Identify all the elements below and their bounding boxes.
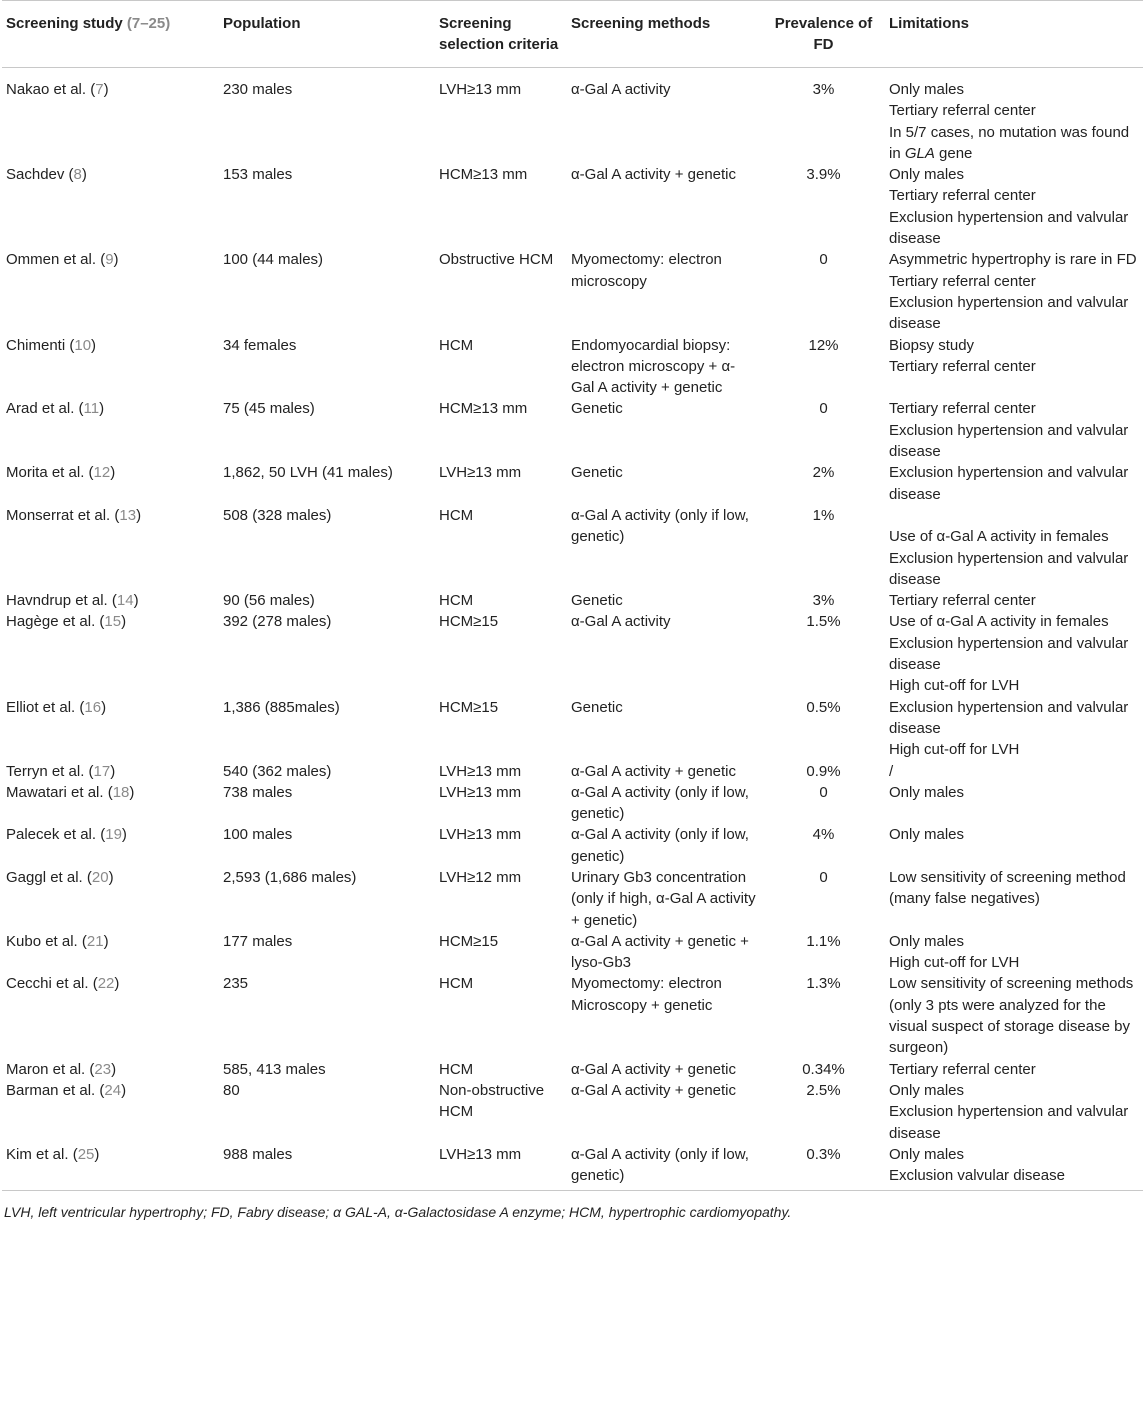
cell-population: 235 (223, 975, 249, 993)
cell-limitations (885, 505, 1143, 590)
study-reference-link[interactable]: 25 (77, 1145, 95, 1163)
cell-criteria: LVH≥13 mm (439, 81, 522, 98)
limitation-item: Use of α-Gal A activity in females (889, 528, 1109, 546)
cell-population: 153 males (223, 166, 293, 184)
cell-prevalence: 0 (819, 400, 828, 418)
cell-prevalence: 3.9% (806, 166, 841, 184)
table-row (2, 335, 1143, 399)
table-row (2, 611, 1143, 696)
header-criteria: Screening selection criteria (435, 1, 567, 68)
cell-methods: Genetic (571, 464, 623, 482)
limitation-item: Tertiary referral center (889, 272, 1036, 290)
cell-prevalence: 3% (812, 592, 835, 610)
cell-study: Ommen et al. (9) (6, 251, 119, 269)
cell-methods: α-Gal A activity (only if low, genetic) (567, 1144, 762, 1191)
cell-prevalence: 1.3% (806, 975, 841, 993)
limitation-item: Exclusion hypertension and valvular disease (889, 208, 1129, 248)
limitation-item: Exclusion hypertension and valvular disease (889, 1103, 1129, 1142)
cell-criteria: HCM (439, 592, 474, 610)
cell-methods: Endomyocardial biopsy: electron microscopy + α-Gal A activity + genetic (571, 336, 736, 397)
table-footnote: LVH, left ventricular hypertrophy; FD, Fabry disease; α GAL-A, α-Galactosidase A enzyme; HCM, hypertrophic cardiomyopathy. (4, 1204, 792, 1221)
cell-study: Morita et al. (12) (6, 464, 116, 482)
limitation-item: Tertiary referral center (889, 187, 1036, 205)
cell-criteria: HCM (439, 336, 474, 354)
cell-study: Elliot et al. (16) (6, 698, 107, 716)
cell-criteria: HCM (439, 1060, 474, 1078)
cell-limitations (885, 697, 1143, 761)
cell-study: Sachdev (8) (6, 166, 87, 184)
cell-criteria: LVH≥13 mm (439, 783, 522, 801)
study-name: Nakao et al. (6, 81, 87, 98)
study-reference-link[interactable]: 9 (105, 251, 114, 269)
table-row (2, 973, 1143, 1058)
study-reference-link[interactable]: 23 (94, 1060, 112, 1078)
cell-limitations (885, 462, 1143, 505)
cell-study: Mawatari et al. (18) (6, 783, 135, 801)
study-reference-link[interactable]: 7 (95, 81, 104, 98)
cell-limitations (885, 867, 1143, 931)
study-name: Ommen et al. (6, 251, 97, 269)
cell-methods: α-Gal A activity (only if low, genetic) (571, 506, 749, 546)
cell-methods: α-Gal A activity + genetic (571, 762, 736, 780)
study-name: Kubo et al. (6, 932, 78, 950)
cell-study: Cecchi et al. (22) (6, 975, 120, 993)
cell-prevalence: 2.5% (806, 1081, 841, 1099)
cell-criteria: HCM (439, 975, 474, 993)
cell-criteria: LVH≥13 mm (439, 762, 522, 780)
table-row (2, 68, 1143, 165)
study-name: Kim et al. (6, 1145, 69, 1163)
study-name: Chimenti (6, 336, 66, 354)
study-reference-link[interactable]: 16 (84, 698, 102, 716)
study-reference-link[interactable]: 19 (105, 826, 122, 844)
cell-criteria: HCM (439, 506, 474, 524)
cell-study: Chimenti (10) (6, 336, 97, 354)
cell-limitations (885, 1080, 1143, 1144)
cell-criteria: HCM≥13 mm (439, 400, 528, 418)
cell-limitations (885, 164, 1143, 249)
study-name: Hagège et al. (6, 613, 96, 631)
cell-prevalence: 0.34% (802, 1060, 845, 1078)
cell-limitations (885, 1144, 1143, 1191)
limitation-item: Tertiary referral center (889, 592, 1036, 610)
cell-limitations (885, 782, 1143, 825)
cell-population: 90 (56 males) (223, 592, 315, 610)
cell-criteria: LVH≥13 mm (439, 464, 522, 482)
study-name: Havndrup et al. (6, 592, 108, 610)
limitation-item: Tertiary referral center (889, 102, 1036, 120)
cell-methods: α-Gal A activity (571, 613, 671, 631)
cell-study: Kubo et al. (21) (6, 932, 109, 950)
cell-prevalence: 1.5% (806, 613, 841, 631)
header-row (2, 1, 1143, 68)
limitation-item: Only males (889, 826, 965, 844)
cell-population: 1,386 (885males) (223, 698, 340, 716)
cell-methods: α-Gal A activity + genetic + lyso-Gb3 (571, 932, 749, 972)
table-row (2, 505, 1143, 590)
cell-population: 540 (362 males) (223, 762, 332, 780)
limitation-item: Low sensitivity of screening method (many false negatives) (889, 868, 1126, 908)
table-row (2, 867, 1143, 931)
cell-prevalence: 0.5% (806, 698, 841, 716)
cell-prevalence: 0.3% (762, 1144, 885, 1191)
cell-prevalence: 0.9% (806, 762, 841, 780)
study-name: Morita et al. (6, 464, 85, 482)
limitation-item: Only males (889, 166, 965, 184)
cell-methods: Myomectomy: electron Microscopy + genetic (571, 975, 722, 1014)
header-population: Population (219, 1, 435, 68)
cell-population: 738 males (223, 783, 293, 801)
table-body (2, 68, 1143, 1191)
limitation-item: Only males (889, 1081, 965, 1099)
cell-study: Arad et al. (11) (6, 400, 105, 418)
cell-population: 100 males (223, 826, 293, 844)
study-reference-link[interactable]: 13 (119, 506, 137, 524)
limitation-item: In 5/7 cases, no mutation was found in GLA gene (889, 123, 1130, 162)
cell-study: Monserrat et al. (13) (6, 506, 142, 524)
cell-prevalence: 1% (812, 506, 835, 524)
limitation-item: Exclusion hypertension and valvular disease (889, 698, 1129, 737)
header-prevalence: Prevalence of FD (762, 1, 885, 68)
cell-population: 177 males (223, 932, 293, 950)
study-reference-link[interactable]: 10 (74, 336, 92, 354)
cell-criteria: HCM≥15 (439, 932, 499, 950)
limitation-item: Asymmetric hypertrophy is rare in FD (889, 251, 1137, 269)
cell-population: 230 males (223, 81, 293, 98)
study-reference-link[interactable]: 17 (93, 762, 111, 780)
cell-criteria: LVH≥12 mm (439, 868, 522, 886)
study-name: Sachdev (6, 166, 65, 184)
cell-prevalence: 4% (812, 826, 835, 844)
cell-methods: Genetic (571, 592, 623, 610)
study-name: Maron et al. (6, 1060, 86, 1078)
cell-population: 392 (278 males) (223, 613, 332, 631)
cell-study: Barman et al. (24) (6, 1081, 127, 1099)
cell-limitations (885, 335, 1143, 399)
limitation-item: Exclusion hypertension and valvular disease (889, 421, 1129, 461)
table-row (2, 1144, 1143, 1191)
limitation-item: High cut-off for LVH (889, 741, 1020, 759)
study-reference-link[interactable]: 22 (97, 975, 115, 993)
cell-population: 80 (223, 1081, 240, 1099)
limitation-item: Low sensitivity of screening methods (only 3 pts were analyzed for the visual suspect of storage disease by surgeon) (889, 975, 1134, 1057)
cell-prevalence: 0 (819, 868, 828, 886)
cell-study: Nakao et al. (7) (6, 81, 109, 98)
cell-population: 508 (328 males) (223, 506, 332, 524)
cell-methods: α-Gal A activity (only if low, genetic) (571, 783, 749, 823)
cell-prevalence: 0 (819, 783, 828, 801)
study-reference-link[interactable]: 11 (83, 400, 100, 418)
cell-population: 988 males (219, 1144, 435, 1191)
cell-population: 100 (44 males) (223, 251, 324, 269)
study-reference-link[interactable]: 15 (104, 613, 122, 631)
cell-limitations (885, 824, 1143, 867)
limitation-item: Tertiary referral center (889, 1060, 1036, 1078)
table-row (2, 164, 1143, 249)
cell-methods: α-Gal A activity + genetic (571, 166, 736, 184)
limitation-item: Exclusion valvular disease (889, 1167, 1065, 1185)
study-reference-link[interactable]: 24 (104, 1081, 122, 1099)
cell-methods: α-Gal A activity (only if low, genetic) (571, 826, 749, 865)
cell-criteria: HCM≥15 (439, 613, 499, 631)
cell-methods: Urinary Gb3 concentration (only if high, α-Gal A activity + genetic) (571, 868, 756, 929)
cell-prevalence: 12% (808, 336, 839, 354)
limitation-item: Only males (889, 81, 965, 98)
limitation-item: Only males (889, 783, 965, 801)
table-row (2, 931, 1143, 974)
limitation-item: Biopsy study (889, 336, 975, 354)
header-study-refs: (7–25) (126, 15, 171, 32)
cell-criteria: Obstructive HCM (439, 251, 554, 269)
cell-prevalence: 3% (812, 81, 835, 98)
limitation-item: Tertiary referral center (889, 357, 1036, 375)
limitation-item: High cut-off for LVH (889, 677, 1020, 695)
cell-limitations (885, 973, 1143, 1058)
limitation-item: Only males (889, 932, 965, 950)
cell-limitations (885, 761, 1143, 782)
study-name: Monserrat et al. (6, 506, 111, 524)
study-name: Barman et al. (6, 1081, 96, 1099)
header-study: Screening study (7–25) (2, 1, 219, 68)
table-row (2, 1080, 1143, 1144)
cell-population: 75 (45 males) (223, 400, 315, 418)
limitation-item: / (889, 762, 894, 780)
cell-methods: Genetic (571, 400, 623, 418)
cell-population: 585, 413 males (223, 1060, 326, 1078)
study-name: Gaggl et al. (6, 868, 83, 886)
table-row (2, 590, 1143, 611)
limitation-item: Exclusion hypertension and valvular disease (889, 293, 1129, 333)
cell-limitations (885, 611, 1143, 696)
cell-limitations (885, 1059, 1143, 1080)
cell-prevalence: 1.1% (806, 932, 841, 950)
cell-study: Terryn et al. (17) (6, 762, 116, 780)
cell-study: Kim et al. (25) (2, 1144, 219, 1191)
cell-criteria: LVH≥13 mm (435, 1144, 567, 1191)
study-reference-link[interactable]: 12 (93, 464, 111, 482)
cell-study: Gaggl et al. (20) (6, 868, 114, 886)
study-name: Mawatari et al. (6, 783, 104, 801)
study-reference-link[interactable]: 21 (86, 932, 104, 950)
study-reference-link[interactable]: 8 (73, 166, 82, 184)
cell-population: 2,593 (1,686 males) (223, 868, 357, 886)
cell-criteria: HCM≥13 mm (439, 166, 528, 184)
table-row (2, 1059, 1143, 1080)
limitation-item: Exclusion hypertension and valvular disease (889, 634, 1129, 674)
cell-criteria: Non-obstructive HCM (439, 1081, 545, 1121)
study-reference-link[interactable]: 20 (91, 868, 109, 886)
limitation-item (889, 505, 1139, 526)
cell-study: Hagège et al. (15) (6, 613, 127, 631)
limitation-item: Use of α-Gal A activity in females (889, 613, 1109, 631)
cell-methods: α-Gal A activity + genetic (571, 1060, 736, 1078)
limitation-item: Exclusion hypertension and valvular disease (889, 549, 1129, 588)
header-methods: Screening methods (567, 1, 762, 68)
cell-study: Palecek et al. (19) (6, 826, 127, 844)
cell-limitations (885, 590, 1143, 611)
table-row (2, 249, 1143, 334)
limitation-item: Exclusion hypertension and valvular disease (889, 464, 1129, 503)
table-row (2, 782, 1143, 825)
cell-population: 1,862, 50 LVH (41 males) (223, 464, 393, 482)
study-name: Terryn et al. (6, 762, 85, 780)
table-row (2, 697, 1143, 761)
cell-methods: α-Gal A activity (571, 81, 671, 98)
cell-methods: α-Gal A activity + genetic (571, 1081, 736, 1099)
table-row (2, 398, 1143, 462)
screening-studies-table (2, 0, 1143, 1191)
table-row (2, 824, 1143, 867)
study-reference-link[interactable]: 14 (116, 592, 134, 610)
cell-prevalence: 2% (812, 464, 835, 482)
study-name: Cecchi et al. (6, 975, 89, 993)
cell-study: Havndrup et al. (14) (6, 592, 139, 610)
cell-study: Maron et al. (23) (6, 1060, 117, 1078)
limitation-item: High cut-off for LVH (889, 954, 1020, 972)
cell-criteria: LVH≥13 mm (439, 826, 522, 844)
study-name: Palecek et al. (6, 826, 97, 844)
study-name: Arad et al. (6, 400, 75, 418)
header-limitations: Limitations (885, 1, 1143, 68)
cell-methods: Genetic (571, 698, 623, 716)
cell-prevalence: 0 (819, 251, 828, 269)
table-row (2, 462, 1143, 505)
study-name: Elliot et al. (6, 698, 76, 716)
cell-criteria: HCM≥15 (439, 698, 499, 716)
cell-population: 34 females (223, 336, 297, 354)
limitation-item: Only males (889, 1145, 965, 1163)
cell-limitations (885, 249, 1143, 334)
cell-limitations (885, 398, 1143, 462)
table-row (2, 761, 1143, 782)
study-reference-link[interactable]: 18 (112, 783, 130, 801)
cell-limitations (885, 68, 1143, 165)
limitation-item: Tertiary referral center (889, 400, 1036, 418)
cell-limitations (885, 931, 1143, 974)
cell-methods: Myomectomy: electron microscopy (571, 251, 722, 290)
